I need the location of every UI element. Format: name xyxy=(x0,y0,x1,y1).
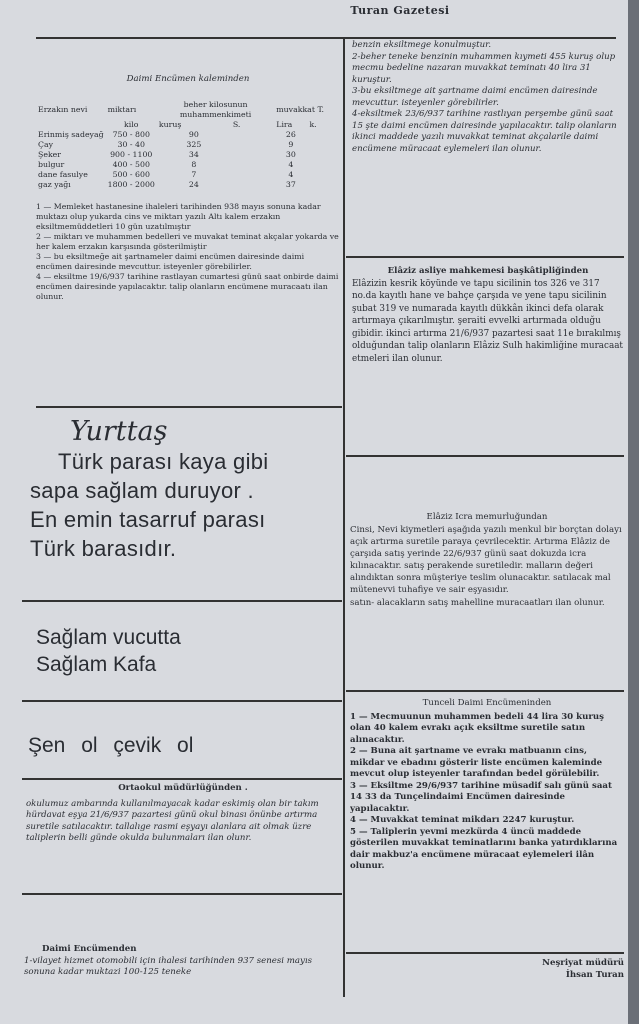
asliye-text: Elâzizin kesrik köyünde ve tapu sicilinin tos 326 ve 317 no.da kayıtlı hane ve bahçe çarşıda ve yene tapu sicilinin şubat 319 ve numarada kayıtlı dükkân ikinci defa olarak artırmaya çıkarılmıştır. şeraiti evvelki artırmada olduğu gibidir. ikinci artırma 21/6/937 pazartesi saat 11e bırakılmış olduğundan talip olanların Elâziz Sulh hakimliğine muracaat etmeleri ilan olunur. xyxy=(352,278,623,364)
ad-line: Türk barasıdır. xyxy=(30,536,177,561)
ortaokul-text: okulumuz ambarında kullanılmayacak kadar eskimiş olan bir takım hürdavat eşya 21/6/937 pazartesi günü okul binası önünbe artırma suretile satılacaktır. tallalıge rasmi eşyayı alanlara ait olmak üzre taliplerin belli günde okulda bulunmaları ilan olunr. xyxy=(26,798,319,843)
masthead: Turan Gazetesi xyxy=(350,4,450,17)
encumen-para: 2 — miktarı ve muhammen bedelleri ve muvakat teminat akçalar yokarda ve her kalem erzakın karşısında gösterilmiştir xyxy=(36,231,339,251)
table-row: dane fasulye 500 - 600 7 4 xyxy=(38,169,294,179)
table-row: Çay 30 - 40 325 9 xyxy=(38,139,294,149)
tunceli-para: 2 — Buna ait şartname ve evrakı matbuanın cins, mikdar ve ebadını gösterir liste encümen kaleminde mevcut olup isteyenler tarafından bedel görülebilir. xyxy=(350,746,603,779)
tunceli-para: 5 — Taliplerin yevmi mezkürda 4 üncü maddede gösterilen muvakkat teminatlarını banka yatırdıklarına dair makbuz'a encümene müracaat eylemeleri ilân olunur. xyxy=(350,826,618,871)
encumen-notice xyxy=(36,74,340,404)
daimi-text: 1-vilayet hizmet otomobili için ihalesi tarihinden 937 senesi mayıs sonuna kadar muktazi 100-125 teneke xyxy=(24,955,313,977)
cont-line: benzin eksiltmege konulmuştur. xyxy=(352,40,492,50)
cont-line: 3-bu eksiltmege ait şartname daimi encümen dairesinde mevcuttur. isteyenler görebilirler. xyxy=(352,86,598,108)
daimi-title: Daimi Encümenden xyxy=(42,944,137,954)
encumen-para: 1 — Memleket hastanesine ihaleleri tarihinden 938 mayıs sonuna kadar muktazı olup yukarda cins ve miktarı yazılı Altı kalem erzakın eksiltmemüddetleri 10 gün uzatılmıştır xyxy=(36,201,321,231)
asliye-notice xyxy=(352,266,624,426)
table-row: bulgur 400 - 500 8 4 xyxy=(38,159,294,169)
table-row: Şeker 900 - 1100 34 30 xyxy=(38,149,296,159)
page-edge xyxy=(628,0,639,1024)
divider-4 xyxy=(22,778,342,780)
tunceli-para: 3 — Eksiltme 29/6/937 tarihine müsadif salı günü saat 14 33 da Tunçelindaimi Encümen dairesinde yapılacaktır. xyxy=(350,780,612,814)
subheader-s: S. xyxy=(232,119,241,129)
subheader-lira: Lira xyxy=(276,119,293,129)
encumen-title: Daimi Encümen kaleminden xyxy=(126,74,250,84)
table-row: Erinmiş sadeyağ 750 - 800 90 26 xyxy=(38,129,296,139)
divider-1 xyxy=(36,406,342,408)
icra-text: Cinsi, Nevi kiymetleri aşağıda yazılı menkul bir borçtan dolayı açık artırma suretile paraya çevrilecektir. Artırma Elâziz de çarşıda satış yerinde 22/6/937 günü saat dokuzda icra kılınacaktır. satış perakende suretiledir. malların değeri alındıktan sonra müşteriye teslim olunacaktır. satılacak mal mütenevvi tuhafiye ve sair eşyasıdır. xyxy=(350,524,622,595)
publisher-title: Neşriyat müdürü xyxy=(542,958,624,968)
cont-line: 4-eksiltmek 23/6/937 tarihine rastlıyan perşembe günü saat 15 şte daimi encümen dairesinde yapılacaktır. talip olanların ikinci maddede yazılı muvakkat teminat akçalarile daimi encümene müracaat eylemeleri ilan olunur. xyxy=(352,109,617,154)
cont-line: 2-beher teneke benzinin muhammen kıymeti 455 kuruş olup mecmu bedeline nazaran muvakkat teminatı 40 lira 31 kuruştur. xyxy=(352,51,616,85)
tunceli-notice xyxy=(350,698,624,952)
divider-r3 xyxy=(346,690,624,692)
divider-r2 xyxy=(346,455,624,457)
header-deposit: muvakkat T. xyxy=(276,104,324,114)
ad-title: Yurttaş xyxy=(70,416,168,447)
divider-r4 xyxy=(346,952,624,954)
header-price: beher kilosunun muhammenkimeti xyxy=(179,99,252,119)
encumen-para: 4 — eksiltme 19/6/937 tarihine rastlayan cumartesi günü saat onbirde daimi encümen dairesinde yapılacaktır. talip olanların encümene muracaatı ilan olunur. xyxy=(36,271,339,301)
ad-line: sapa sağlam duruyor . xyxy=(30,478,254,503)
header-qty: miktarı xyxy=(107,104,137,114)
yurttas-ad xyxy=(30,416,342,591)
subheader-kilo: kilo xyxy=(124,119,139,129)
ortaokul-notice xyxy=(26,783,340,883)
daimi-notice xyxy=(24,944,340,1004)
saglam-ad xyxy=(36,624,340,684)
encumen-para: 3 — bu eksiltmeğe ait şartnameler daimi encümen dairesinde daimi encümen dairesinde mevcuttur. isteyenler görebilirler. xyxy=(36,251,305,271)
ad-line: En emin tasarruf parası xyxy=(30,507,266,532)
divider-3 xyxy=(22,700,342,702)
ad-line: Sağlam Kafa xyxy=(36,653,157,676)
tunceli-para: 4 — Muvakkat teminat mikdarı 2247 kuruştur. xyxy=(350,815,575,825)
table-row: gaz yağı 1800 - 2000 24 37 xyxy=(38,179,296,189)
subheader-k: k. xyxy=(309,119,317,129)
asliye-title: Elâziz asliye mahkemesi başkâtipliğinden xyxy=(387,266,589,276)
sen-ad xyxy=(28,732,340,764)
column-divider xyxy=(343,37,345,997)
erzak-table xyxy=(36,100,326,190)
icra-title: Elâziz İcra memurluğundan xyxy=(426,512,548,522)
ad-line: Şen ol çevik ol xyxy=(28,734,194,757)
divider-r1 xyxy=(346,256,624,258)
publisher-name: İhsan Turan xyxy=(565,969,624,980)
icra-footer: satın- alacakların satış mahelline muracaatları ilan olunur. xyxy=(350,597,605,608)
benzin-notice xyxy=(352,40,624,210)
ad-line: Sağlam vucutta xyxy=(36,626,181,649)
tunceli-title: Tunceli Daimi Encümeninden xyxy=(422,698,552,708)
divider-5 xyxy=(22,893,342,895)
header-item: Erzakın nevi xyxy=(38,104,88,114)
ortaokul-title: Ortaokul müdürlüğünden . xyxy=(118,783,248,793)
subheader-kurus: kuruş xyxy=(158,119,182,129)
divider-2 xyxy=(22,600,342,602)
top-rule xyxy=(36,37,616,39)
icra-notice xyxy=(350,512,624,682)
tunceli-para: 1 — Mecmuunun muhammen bedeli 44 lira 30 kuruş olan 40 kalem evrakı açık eksiltme suretile satın alınacaktır. xyxy=(350,711,604,745)
publisher-footer xyxy=(460,958,624,988)
ad-line: Türk parası kaya gibi xyxy=(58,449,269,474)
